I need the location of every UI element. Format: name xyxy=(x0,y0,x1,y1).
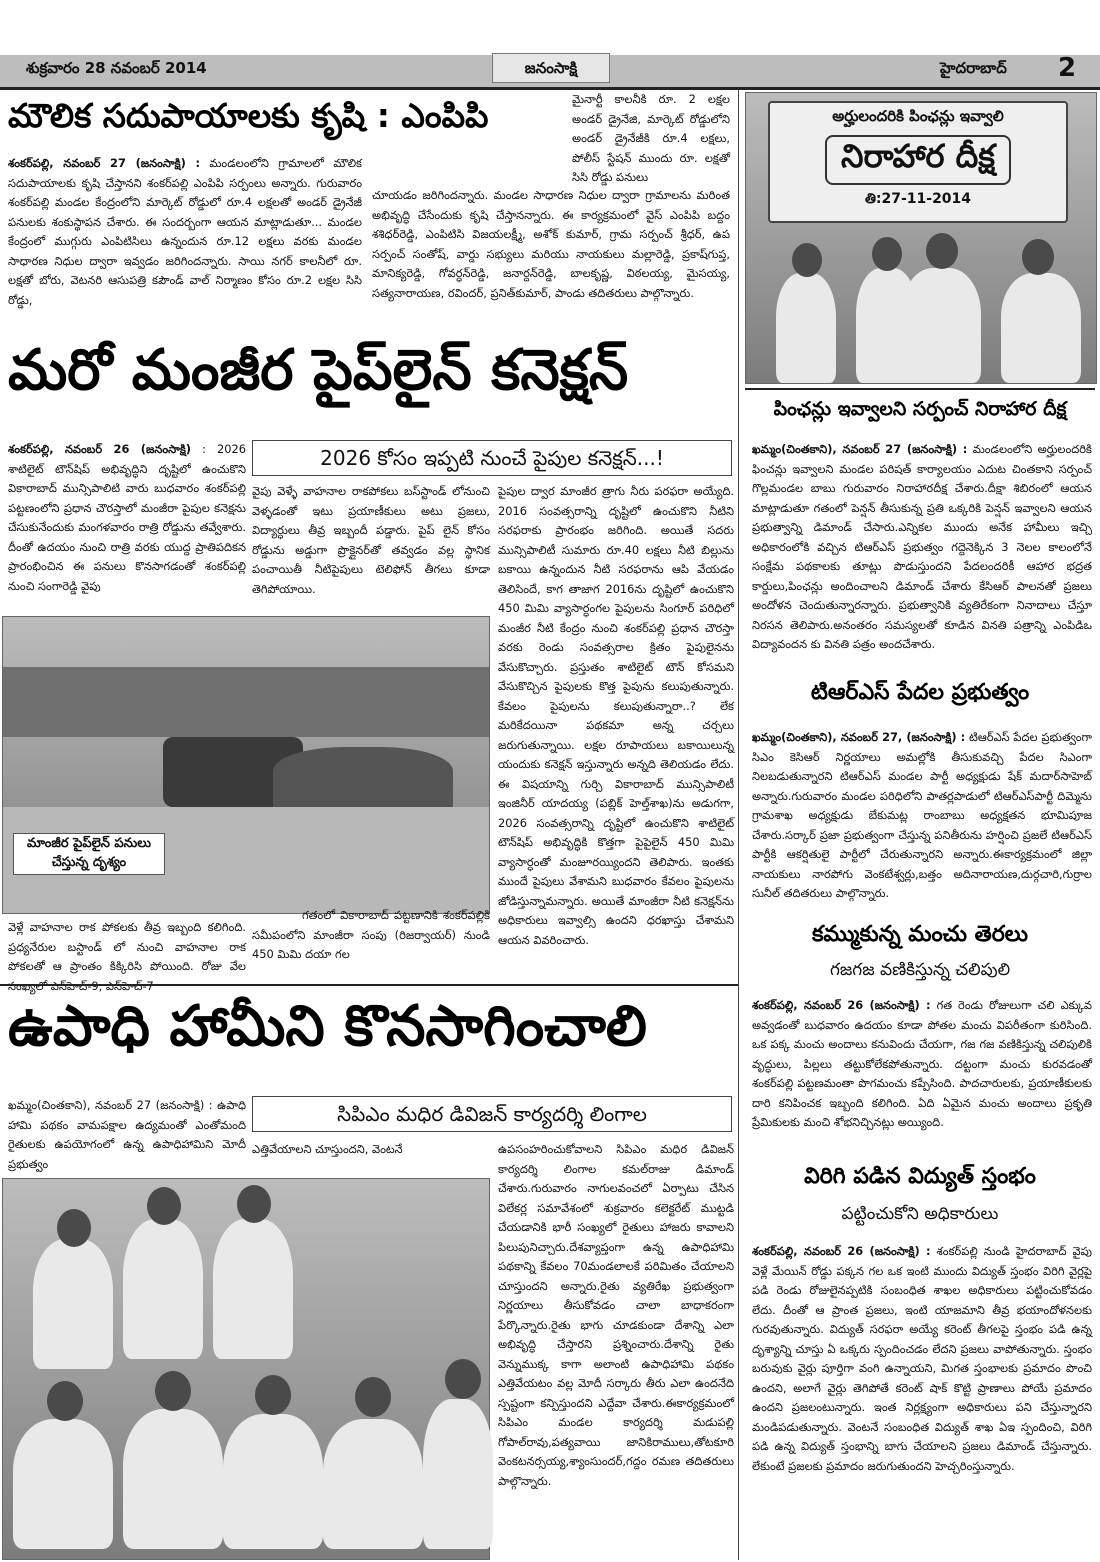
pension-dateline: ఖమ్మం(చింతకాని), నవంబర్ 27 (జనంసాక్షి) : xyxy=(752,442,968,456)
article2-headline: మరో మంజీర పైప్‌లైన్ కనెక్షన్ xyxy=(8,338,629,403)
hunger-strike-banner xyxy=(768,101,1068,223)
pipeline-work-photo xyxy=(2,616,490,914)
article3-col2: ఎత్తివేయాలని చూస్తుందని, వెంటనే xyxy=(252,1142,403,1156)
person-figure xyxy=(1001,273,1081,383)
person-figure xyxy=(123,1409,223,1549)
pension-text: మండలంలోని అర్హులందరికి ఫించన్లు ఇవ్వాలని మండల పరిషత్ కార్యాలయం ఎదుట చింతకాని సర్పంచ్ గొల్లమండల బాబు గురువారం నిరాహారదీక్ష చేశారు.దీక్షా శిబిరంలో ఆయన మాట్లాడుతూ గతంలో పెన్షన్ తీసుకున్న ప్రతి ఒక్కరికి పెన్షన్ ఇవ్వాలని ఆయన ప్రభుత్వాన్ని డిమాండ్ చేసారు.ఎన్నికల ముందు అనేక హామీలు ఇచ్చి అధికారంలోకి వచ్చిన టిఆర్ఎస్ ప్రభుత్వం గద్దెనెక్కిన 3 నెలల కాలంలోనే సంక్షేమ పథకాలకు తూట్లు పొడుస్తుందని పేదలందరికీ ఆహార భద్రత కార్డులు,పింఛన్లు అందించాలని డిమాండ్ చేశారు కేసిఆర్ పాలనతో ప్రజలు అందోళన చెందుతున్నారన్నారు. ప్రభుత్వానికి వ్యతిరేకంగా నినాదాలు చేస్తూ నిరసన తెలిపారు.అనంతరం సమస్యలతో కూడిన వినతి పత్రాన్ని ఎంపిడిఒ విద్యావందన కు వినతి పత్రం అందచేశారు. xyxy=(752,442,1093,651)
article2-col1-text: : 2026 శాటిలైట్ టౌన్‌షిప్ అభివృద్ధిని దృష్టిలో ఉంచుకొని వికారాబాద్ మున్సిపాలిటి వారు బుధవారం శంకర్‌పల్లి పట్టణంలోని ప్రధాన చౌరస్తాలో మంజీరా పైపుల కనెక్షను చేసుకునేందుకు మంగళవారం రాత్రి రోడ్డును తవ్వేశారు. దీంతో ఉదయం నుంచి రాత్రి వరకు యుద్ద ప్రాతిపదికన ప్రారంభించిన ఈ పనులు కొనసాగడంతో శంకర్‌పల్లి నుంచి సంగారెడ్డి వైపు xyxy=(8,442,246,593)
fog-dateline: శంకర్‌పల్లి, నవంబర్ 26 (జనంసాక్షి) : xyxy=(752,998,931,1012)
divider xyxy=(0,984,738,986)
person-figure xyxy=(323,1419,423,1549)
person-head xyxy=(57,1209,91,1247)
dirt-mound xyxy=(273,747,453,807)
trs-text: టిఆర్ఎస్ పేదల ప్రభుత్వంగా సిఎం కెసిఆర్ నిర్ణయాలు అమల్లోకి తీసుకువచ్చి పేదల సిఎంగా నిలబడుతున్నారని టిఆర్ఎస్ మండల పార్టీ అధ్యక్షుడు షేక్ మదార్‌సాహెబ్ అన్నారు.గురువారం మండల పరిధిలోని పాతర్లపాడులో టిఆర్ఎస్‌పార్టీ దిమ్మెను గ్రామశాఖ అధ్యక్షుడు బేకుమట్ల రాంబాబు అధ్యక్షతన భూమిపూజ చేశారు.సర్కార్ ప్రజా ప్రభుత్వంగా చేస్తున్న పనితీరును హర్షించి ప్రజలే టిఆర్ఎస్ పార్టీకి ఆకర్షితులై పార్టీలో చేరుతున్నారని అన్నారు.ఈకార్యక్రమంలో జిల్లా నాయకులు నారపోగు వెంకటేశ్వర్లు,బత్తం అదినారాయణ,దుర్గచారి,గుర్రాల సునీల్ తదితరులు పాల్గొన్నారు. xyxy=(752,730,1092,900)
article2-col3: పైపుల ద్వార మాంజీర త్రాగు నీరు పరఫరా అయ్యేది. 2016 సంవత్సరాన్ని దృష్టిలో ఉంచుకొని నీటిని సరఫరాకు ప్రారంభం జరిగింది. అయితే సదరు మున్సిపాలిటీ సుమారు రూ.40 లక్షలు నీటి బిల్లును బకాయి ఉన్నందున నీటి సరఫరాను ఆపి వేయడం తెలిసిందే, కాగ తాజాగ 2016ను దృష్టిలో ఉంచుకొని 450 మిమి వ్యాసార్ధంగల పైపులను సింగూర్ పరిధిలో మంజీర నీటి కేంద్రం నుంచి శంకర్‌పల్లి ప్రధాన చౌరస్తా వరకు రెండు సంవత్సరాల క్రితం పైపులైనను వేసుకొచ్చారు. ప్రస్తుతం శాటిలైట్ టౌన్ కోసమని వేసుకొచ్చిన పైపులకు కొత్త పైపును కలుపుతున్నారు. కేవలం పైపులను కలుపుతున్నారా..? లేక మరికేదయినా పథకమా అన్న చర్చలు జరుగుతున్నాయి. లక్షల రూపాయలు బకాయిలున్న యందుకు కనెక్షన్ ఇస్తున్నారు అన్నది తెలియడం లేదు. ఈ విషయాన్ని గుర్చి వికారాబాద్ మున్సిపాలిటీ ఇంజినీర్ యాదయ్య (పబ్లిక్ హెల్త్‌శాఖ)ను అడుగగా, 2026 సంవత్సరాన్ని దృష్టిలో ఉంచుకొని శాటిలైట్ టౌన్‌షిప్ అభివృద్ధికి కొత్తగా పైపైలైన్ 450 మిమి వ్యాసార్ధంతో మంజూరయ్యిందని తెలిపారు. ఇంతకు ముందే పైపులు వేశామని బుధవారం కేవలం పైపులను జోడిస్తున్నామన్నారు. అయితే మాంజీరా నీటి కనెక్షన్‌ను అధికారులు ఇవ్వాల్సి ఉందని ధరఖాస్తు చేశామని ఆయన వివరించారు. xyxy=(498,484,734,947)
person-figure xyxy=(13,1419,113,1549)
banner-line2: నిరాహార దీక్ష xyxy=(825,135,1011,185)
fog-headline: కమ్ముకున్న మంచు తెరలు xyxy=(811,922,1029,947)
pole-text: శంకర్‌పల్లి నుండి హైదరాబాద్ వైపు వెళ్లే మేయిన్ రోడ్డు పక్కన గల ఒక ఇంటి ముందు విద్యుత్ స్తంభం విరిగి వైర్లపై పడి రెండు రోజులైనప్పటికి సంబంధిత శాఖల అధికారులు పట్టించుకోవడం లేదు. దీంతో ఆ ప్రాంత ప్రజలు, ఇంటి యాజమాని తీవ్ర భయాందోళనలకు గురవుతున్నారు. విద్యుత్ సరఫరా అయ్యే కరెంట్ తీగలపై స్తంభం పడి ఉన్న దృశ్యాన్ని చూస్తు ఏ ఒక్కరు స్పందించడం లేదని ప్రజలు వాపోతున్నారు. స్తంభం బరువుకు వైర్లు పూర్తిగా వంగి ఉన్నాయని, మిగత స్తంభాలకు ప్రమాదం పొంచి ఉందని, అలాగే వైర్లు తెగిపోతే కరెంట్ షాక్ కొట్టి ప్రాణాలు పోయే ప్రమాదం ఉందని ప్రజలంటున్నారు. ఇంత నిర్లక్ష్యంగా అధికారులు పని చేస్తున్నారని మండిపడుతున్నారు. వెంటనే సంబంధిత విద్యుత్ శాఖ ఏఇ స్పందించి, విరిగి పడి ఉన్న విద్యుత్ స్తంభాన్ని బాగు చేయాలని ప్రజలు డిమాండ్ చేస్తున్నారు. లేకుంటే ప్రజలకు ప్రమాదం జరుగుతుందని హెచ్చరింస్తున్నారు. xyxy=(752,1244,1092,1473)
trs-article-body xyxy=(752,728,1092,914)
person-figure xyxy=(776,273,836,383)
newspaper-logo: జనంసాక్షి xyxy=(492,53,610,83)
article2-col2-bottom: గతంలో వికారాబాద్ పట్టణానికి శంకర్‌పల్లికి సమీపంలోని మాంజీరా సంపు (రిజర్వాయర్) నుండి 450 మిమి దయా గల xyxy=(252,908,490,961)
person-figure xyxy=(33,1239,113,1369)
pipeline-photo-caption xyxy=(13,833,165,875)
divider xyxy=(745,388,1095,390)
person-head xyxy=(872,237,902,271)
pole-article-body xyxy=(752,1242,1092,1558)
article2-subheadline: 2026 కోసం ఇప్పటి నుంచే పైపుల కనెక్షన్...! xyxy=(252,440,732,476)
article2-col1 xyxy=(8,440,246,612)
article1-text-left: మండలంలోని గ్రామాలలో మౌలిక సదుపాయాలకు కృషి చేస్తానని శంకర్‌పల్లి ఎంపిపి సర్పంలు అన్నారు. గురువారం శంకర్‌పల్లి మండల కేంద్రంలోని మార్కెట్ రోడ్డులో రూ.4 లక్షలతో అండర్ డ్రైనేజీ పనులకు శంకుస్థాపన చేశారు. ఈ సందర్బంగా ఆయన మాట్లాడుతూ... మండల కేంద్రంలో ముగ్గురు ఎంపిటిసిలు ఉన్నందున రూ.12 లక్షలు వరకు మండల సాధారణ నిధుల ద్వారా ఇవ్వడం జరిగిందన్నారు. సాయి నగర్ కాలనీలో రూ. లక్షతో బోరు, వెటనరి ఆసుపత్రి కపౌండ్ వాల్ నిర్మాణం కోసం రూ.2 లక్షల సిసి రోడ్డు, xyxy=(8,156,362,307)
caption-line1: మాంజీర పైప్‌లైన్ పనులు xyxy=(26,836,152,851)
person-head xyxy=(147,1187,181,1225)
trs-headline: టిఆర్ఎస్ పేదల ప్రభుత్వం xyxy=(810,680,1030,705)
banner-date: తి:27-11-2014 xyxy=(864,191,972,207)
person-figure xyxy=(213,1219,293,1359)
caption-line2: చేస్తున్న దృశ్యం xyxy=(51,855,127,870)
fog-text: గత రెండు రోజులుగా చలి ఎక్కువ అవ్వడంతో బుధవారం ఉదయం కూడా పోతల మంచు విపరీతంగా కురిసింది. ఒక పక్క మంచు అందాలు కనువిందు చేయగా, గజ గజ వణికిస్తున్న చలిపులికి వృద్ధులు, పిల్లలు తట్టుకోలేకపోతున్నారు. దట్టంగా మంచు కురవడంతో శంకర్‌పల్లి పట్టణమంతా పొగమంచు కప్పేసింది. పాదచారులకు, ప్రయాణీకులకు దారి కనిపించక ఇబ్బంది కలిగింది. ఏది ఏమైన మంచు అందాలు ప్రకృతి ప్రేమికులకు మంచి శోభనిచ్చినట్లు అయ్యింది. xyxy=(752,998,1092,1129)
article1-body-right: చూయడం జరిగిందన్నారు. మండల సాధారణ నిధుల ద్వారా గ్రామాలను మరింత అభివృద్ధి చేసేందుకు కృషి చేస్తానన్నారు. ఈ కార్యక్రమంలో వైస్ ఎంపిపి బద్దం శశిధర్‌రెడ్డి, ఎంపిటిసి విజయలక్ష్మీ, అశోక్ కుమార్, గ్రామ సర్పంచ్ శ్రీధర్, ఉప సర్పంచ్ సంతోష్, వార్డు సభ్యులు మరియు నాయకులు మల్లారెడ్డి, ప్రకాష్‌గుప్త, మానిక్యరెడ్డి, గోవర్ధన్‌రెడ్డి, జనార్దన్‌రెడ్డి, బాలకృష్ణ, విఠలయ్య, మైసయ్య, సత్యనారాయణ, రవిందర్, ప్రనిత్‌కుమార్, పాండు తదితరులు పాల్గొన్నారు. xyxy=(372,188,730,300)
masthead-date: శుక్రవారం 28 నవంబర్ 2014 xyxy=(26,59,207,77)
article1-dateline: శంకర్‌పల్లి, నవంబర్ 27 (జనంసాక్షి) : xyxy=(8,156,201,170)
person-figure xyxy=(901,268,981,383)
person-head xyxy=(355,1377,391,1417)
person-head xyxy=(792,243,822,277)
cpm-press-meet-photo xyxy=(2,1178,490,1560)
article1-headline: మౌలిక సదుపాయాలకు కృషి : ఎంపిపి xyxy=(8,96,489,135)
article3-subheadline: సిపిఎం మధిర డివిజన్ కార్యదర్శి లింగాల xyxy=(252,1096,732,1132)
article3-col1-text: (జనంసాక్షి) : ఉపాధి హామి పథకం వామపక్షాల ఉద్యమంతో ఎంతోమంది రైతులకు ఉపయోగంలో ఉన్న ఉపాధిహామిని మోదీ ప్రభుత్వం xyxy=(8,1098,247,1171)
person-head xyxy=(445,1359,481,1399)
person-figure xyxy=(223,1414,323,1549)
article1-body-left xyxy=(8,154,362,330)
article3-col1 xyxy=(8,1096,246,1176)
fog-article-body xyxy=(752,996,1092,1156)
person-head xyxy=(1022,239,1054,275)
person-figure xyxy=(423,1399,493,1549)
person-head xyxy=(237,1185,271,1223)
pension-headline: పింఛన్లు ఇవ్వాలని సర్పంచ్ నిరాహార దీక్ష xyxy=(773,398,1067,420)
shop-fronts xyxy=(3,667,489,737)
person-head xyxy=(255,1375,291,1415)
masthead xyxy=(0,55,1100,90)
article1-body-right-top: మైనార్టీ కాలనీకి రూ. 2 లక్షల అండర్ డ్రైనేజి, మార్కెట్ రోడ్డులోని అండర్ డ్రైనేజీకి రూ.4 లక్షలు, పోలీస్ స్టేషన్ ముందు రూ. లక్షతో సిసి రోడ్డు పనులు xyxy=(572,92,730,184)
masthead-city: హైదరాబాద్ xyxy=(940,59,1007,77)
person-head xyxy=(47,1381,83,1421)
article2-col2: వైపు వెళ్ళే వాహనాల రాకపోకలు బస్‌స్టాండ్ లోనుంచి వెళ్ళడంతో ఇటు ప్రయాణీకులు అటు ప్రజలు, విద్యార్ధులు తీవ్ర ఇబ్బందీ పడ్డారు. పైప్ లైన్ కోసం రోడ్డును అడ్డుగా ప్రొక్లైనర్‌తో తవ్వడం వల్ల స్థానిక పంచాయితీ నీటిపైపులు టెలిఫోన్ తీగలు కూడా తెగిపోయాయి. xyxy=(252,484,490,596)
person-head xyxy=(155,1371,191,1411)
pole-dateline: శంకర్‌పల్లి, నవంబర్ 26 (జనంసాక్షి) : xyxy=(752,1244,931,1258)
pension-article-body xyxy=(752,440,1092,670)
article3-dateline: ఖమ్మం(చింతకాని), నవంబర్ 27 xyxy=(8,1098,152,1112)
pole-headline: విరిగి పడిన విద్యుత్ స్తంభం xyxy=(804,1164,1036,1189)
person-figure xyxy=(123,1219,203,1359)
pole-subheadline: పట్టించుకోని అధికారులు xyxy=(841,1204,999,1224)
article2-col1-bottom: వెళ్లే వాహనాల రాక పోకలకు తీవ్ర ఇబ్బంది కలిగింది. ప్రధ్యనేరుల బస్టాండ్ లో నుంచి వాహనాల రాక పోకలతో ఆ ప్రాంతం కిక్కిరిసి పోయింది. రోజు వేల xyxy=(8,920,246,973)
page-number: 2 xyxy=(1058,53,1077,83)
hunger-strike-photo xyxy=(745,92,1097,384)
article2-dateline: శంకర్‌పల్లి, నవంబర్ 26 (జనంసాక్షి) xyxy=(8,442,191,456)
column-separator xyxy=(738,90,739,1560)
trs-dateline: ఖమ్మం(చింతకాని), నవంబర్ 27, (జనంసాక్షి) : xyxy=(752,730,966,744)
article3-headline: ఉపాధి హామీని కొనసాగించాలి xyxy=(8,994,647,1059)
fog-subheadline: గజగజ వణికిస్తున్న చలిపులి xyxy=(829,960,1011,980)
article3-col3: ఉపసంహరించుకోవాలని సిపిఎం మధిర డివిజన్ కార్యదర్శి లింగాల కమల్‌రాజు డిమాండ్ చేశారు.గురువారం నాగులవంచలో ఏర్పాటు చేసిన విలేకర్ల సమావేశంలో శుక్రవారం కలెక్టరేట్ ముట్టడి చేయడానికి భారీ సంఖ్యలో రైతులు హాజరు కావాలని పిలుపునిచ్చారు.దేశవ్యాప్తంగా ఉన్న ఉపాధిహామి పథకాన్ని కేవలం 70మండలాలకే పరిమితం చేయాలని చూస్తుందని అన్నారు.రైతు వ్యతిరేఖ ప్రభుత్వంగా నిర్ణయాలు తీసుకోవడం చాలా బాధాకరంగా పేర్కొన్నారు.రైతు భాగు చూడకుండా దేశాన్ని ఎలా అభివృద్ధి చేస్తారని ప్రశ్నించారు.దేశాన్ని రైతు వెన్నుముక్క కాగా అలాంటి ఉపాధిహామి పథకం ఎత్తివేయటం వల్ల మోదీ సర్కారు తీరు ఎలా ఉందనేది స్పష్టంగా కన్పిస్తుందని ఎద్దేవా చేశారు.ఈకార్యక్రమంలో సిపిఎం మండల కార్యదర్శి మడుపల్లి గోపాల్‌రావు,పత్యవాయి జానికిరాములు,తోటకూరి వెంకటనర్సయ్య,శ్యాంసుందర్,గద్దం రమణ తదితరులు పాల్గొన్నారు. xyxy=(498,1142,734,1488)
person-head xyxy=(926,233,958,269)
banner-line1: అర్హులందరికి పింఛన్లు ఇవ్వాలి xyxy=(832,107,1004,125)
